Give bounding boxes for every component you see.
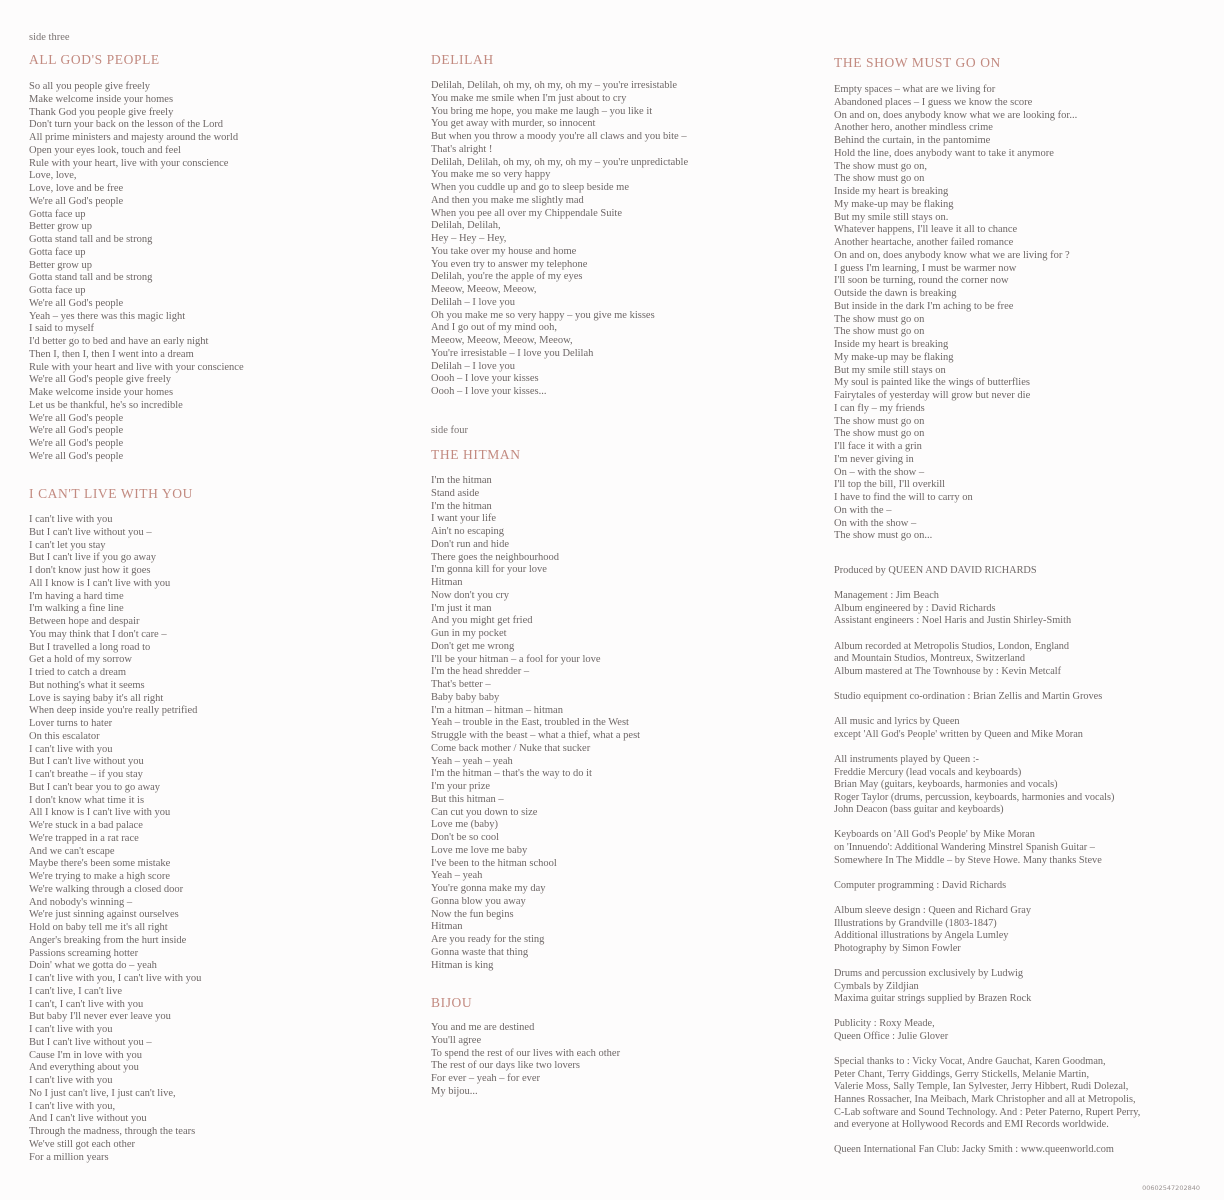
- lyric-line: Gonna waste that thing: [431, 946, 529, 958]
- credit-line: Cymbals by Zildjian: [834, 980, 919, 992]
- credit-line: and Mountain Studios, Montreux, Switzerland: [834, 653, 1026, 665]
- lyric-line: I'm walking a fine line: [29, 603, 124, 615]
- lyric-line: We're trying to make a high score: [29, 871, 170, 882]
- lyric-line: I'm just it man: [431, 602, 492, 614]
- credit-paragraph: [834, 754, 1140, 817]
- credit-line: C-Lab software and Sound Technology. And : Peter Paterno, Rupert Perry,: [834, 1106, 1141, 1118]
- lyric-line: Love me love me baby: [431, 844, 528, 856]
- credit-line: Somewhere In The Middle – by Steve Howe. Many thanks Steve: [834, 854, 1102, 866]
- lyric-line: Between hope and despair: [29, 616, 140, 627]
- lyric-line: I can't breathe – if you stay: [29, 769, 143, 780]
- lyric-line: I don't know just how it goes: [29, 565, 151, 576]
- song-title-bijou: BIJOU: [431, 995, 473, 1010]
- lyric-line: I can't live with you, I can't live with you: [29, 973, 202, 984]
- credit-line: Maxima guitar strings supplied by Brazen Rock: [834, 993, 1032, 1005]
- lyric-line: On – with the show –: [834, 466, 925, 478]
- lyric-line: You and me are destined: [431, 1022, 535, 1033]
- lyric-line: You make me smile when I'm just about to cry: [431, 92, 627, 104]
- lyric-line: I can't live with you: [29, 514, 113, 525]
- credit-line: Freddie Mercury (lead vocals and keyboards): [834, 766, 1022, 778]
- lyric-line: But my smile still stays on.: [834, 211, 949, 223]
- lyric-line: Love, love,: [29, 170, 77, 182]
- credit-line: Roger Taylor (drums, percussion, keyboards, harmonies and vocals): [834, 791, 1115, 803]
- credit-line: Studio equipment co-ordination : Brian Zellis and Martin Groves: [834, 690, 1103, 702]
- lyric-line: And nobody's winning –: [29, 896, 133, 908]
- lyric-line: Gun in my pocket: [431, 628, 507, 639]
- credit-line: All instruments played by Queen :-: [834, 753, 979, 765]
- lyric-line: Now don't you cry: [431, 589, 510, 601]
- lyric-line: Doin' what we gotta do – yeah: [29, 960, 157, 972]
- lyric-line: Oh you make me so very happy – you give me kisses: [431, 309, 655, 321]
- lyric-line: I'm your prize: [431, 781, 491, 792]
- lyric-line: Meeow, Meeow, Meeow,: [431, 284, 537, 295]
- lyric-line: Rule with your heart and live with your conscience: [29, 361, 244, 373]
- lyric-line: When you cuddle up and go to sleep beside me: [431, 182, 629, 193]
- lyric-line: Passions screaming hotter: [29, 947, 139, 959]
- lyric-line: The show must go on,: [834, 160, 928, 172]
- credit-paragraph: [834, 641, 1140, 679]
- lyric-line: I'm the hitman: [431, 475, 492, 486]
- credit-line: Album engineered by : David Richards: [834, 602, 996, 614]
- lyric-line: We're just sinning against ourselves: [29, 909, 179, 921]
- lyric-line: We're all God's people: [29, 297, 124, 309]
- lyric-line: On with the –: [834, 504, 892, 516]
- lyric-line: Delilah, you're the apple of my eyes: [431, 271, 583, 283]
- lyric-line: The rest of our days like two lovers: [431, 1060, 581, 1072]
- lyric-line: I can't live, I can't live: [29, 985, 122, 997]
- lyric-line: I have to find the will to carry on: [834, 492, 973, 503]
- lyric-line: You bring me hope, you make me laugh – you like it: [431, 105, 653, 117]
- song-title-all-gods-people: ALL GOD'S PEOPLE: [29, 52, 160, 67]
- lyric-line: But nothing's what it seems: [29, 679, 145, 691]
- lyric-line: The show must go on: [834, 326, 925, 338]
- lyric-line: That's better –: [431, 679, 491, 690]
- lyric-line: I'm having a hard time: [29, 590, 124, 602]
- lyric-line: Lover turns to hater: [29, 718, 113, 729]
- lyric-line: I'll face it with a grin: [834, 441, 922, 452]
- lyric-line: All prime ministers and majesty around the world: [29, 132, 239, 143]
- credit-line: Queen Office : Julie Glover: [834, 1030, 949, 1042]
- lyric-line: Rule with your heart, live with your conscience: [29, 157, 229, 169]
- lyric-line: On and on, does anybody know what we are looking for...: [834, 109, 1078, 121]
- lyric-line: Hitman: [431, 577, 463, 588]
- lyric-line: You even try to answer my telephone: [431, 258, 588, 270]
- song-title-the-show-must-go-on: THE SHOW MUST GO ON: [834, 55, 1001, 70]
- lyric-line: Yeah – trouble in the East, troubled in the West: [431, 717, 629, 729]
- credit-line: and everyone at Hollywood Records and EMI Records worldwide.: [834, 1119, 1109, 1131]
- credit-paragraph: [834, 968, 1140, 1006]
- lyric-line: Can cut you down to size: [431, 806, 538, 818]
- lyric-line: Whatever happens, I'll leave it all to chance: [834, 224, 1018, 236]
- lyric-line: My soul is painted like the wings of butterflies: [834, 377, 1030, 389]
- lyric-line: And you might get fried: [431, 615, 533, 627]
- lyric-line: But I can't bear you to go away: [29, 781, 161, 793]
- credit-paragraph: [834, 716, 1140, 741]
- lyric-line: When you pee all over my Chippendale Suite: [431, 207, 622, 219]
- lyric-line: The show must go on: [834, 415, 925, 427]
- lyric-line: Maybe there's been some mistake: [29, 858, 171, 870]
- lyric-line: I don't know what time it is: [29, 794, 145, 806]
- lyric-line: Thank God you people give freely: [29, 106, 174, 118]
- lyrics-i-cant-live-with-you: [29, 514, 201, 1164]
- lyric-line: I'll soon be turning, round the corner now: [834, 275, 1009, 287]
- credit-paragraph: [834, 1018, 1140, 1043]
- credit-line: Brian May (guitars, keyboards, harmonies and vocals): [834, 779, 1058, 791]
- lyric-line: On this escalator: [29, 730, 100, 742]
- lyric-line: To spend the rest of our lives with each other: [431, 1047, 621, 1059]
- credit-line: Drums and percussion exclusively by Ludwig: [834, 968, 1024, 979]
- lyric-line: And I can't live without you: [29, 1113, 147, 1125]
- song-title-delilah: DELILAH: [431, 52, 494, 67]
- lyric-line: Gotta face up: [29, 246, 86, 258]
- lyric-line: Better grow up: [29, 259, 92, 271]
- lyric-line: Gotta stand tall and be strong: [29, 234, 153, 245]
- lyric-line: Don't turn your back on the lesson of the Lord: [29, 119, 224, 131]
- credit-paragraph: [834, 1144, 1140, 1157]
- lyric-line: We're all God's people: [29, 195, 124, 207]
- lyric-line: I want your life: [431, 513, 497, 525]
- credit-line: Illustrations by Grandville (1803-1847): [834, 917, 997, 929]
- credit-line: Special thanks to : Vicky Vocat, Andre Gauchat, Karen Goodman,: [834, 1056, 1106, 1068]
- lyric-line: All I know is I can't live with you: [29, 577, 171, 589]
- credit-line: Produced by QUEEN AND DAVID RICHARDS: [834, 565, 1037, 576]
- credit-line: Additional illustrations by Angela Lumley: [834, 930, 1009, 942]
- lyric-line: I'm never giving in: [834, 453, 914, 465]
- credit-line: John Deacon (bass guitar and keyboards): [834, 804, 1004, 816]
- lyric-line: Delilah, Delilah, oh my, oh my, oh my – you're unpredictable: [431, 156, 689, 168]
- lyric-line: But I can't live without you –: [29, 526, 152, 538]
- lyric-line: All I know is I can't live with you: [29, 807, 171, 819]
- lyric-line: No I just can't live, I just can't live,: [29, 1087, 176, 1099]
- lyric-line: Love, love and be free: [29, 183, 124, 194]
- lyric-line: Baby baby baby: [431, 691, 500, 703]
- catalog-number: 00602547202840: [1142, 1184, 1200, 1192]
- lyric-line: I'll top the bill, I'll overkill: [834, 479, 946, 491]
- side-four-label: side four: [431, 425, 469, 436]
- lyric-line: Another heartache, another failed romance: [834, 237, 1014, 248]
- lyric-line: I'm a hitman – hitman – hitman: [431, 704, 563, 716]
- lyric-line: I'm gonna kill for your love: [431, 564, 547, 576]
- lyric-line: The show must go on: [834, 313, 925, 325]
- lyrics-all-gods-people: [29, 81, 244, 464]
- credit-line: Album mastered at The Townhouse by : Kevin Metcalf: [834, 665, 1062, 677]
- lyric-line: I can't live with you: [29, 743, 113, 755]
- lyric-line: Yeah – yeah – yeah: [431, 755, 513, 767]
- credit-paragraph: [834, 880, 1140, 893]
- lyric-line: Make welcome inside your homes: [29, 387, 174, 398]
- lyric-line: Meeow, Meeow, Meeow, Meeow,: [431, 335, 573, 346]
- lyric-line: I guess I'm learning, I must be warmer now: [834, 262, 1017, 274]
- lyric-line: I said to myself: [29, 323, 95, 335]
- credit-line: except 'All God's People' written by Queen and Mike Moran: [834, 728, 1083, 740]
- credit-line: Management : Jim Beach: [834, 590, 939, 602]
- lyric-line: And everything about you: [29, 1062, 139, 1074]
- lyric-line: Let us be thankful, he's so incredible: [29, 399, 183, 411]
- lyric-line: You make me so very happy: [431, 169, 551, 181]
- lyric-line: We're all God's people: [29, 425, 124, 437]
- lyric-line: I'm the head shredder –: [431, 666, 530, 678]
- lyric-line: But this hitman –: [431, 793, 504, 805]
- lyric-line: Make welcome inside your homes: [29, 93, 174, 105]
- lyric-line: Through the madness, through the tears: [29, 1126, 196, 1137]
- lyrics-bijou: [431, 1022, 620, 1099]
- lyric-line: But when you throw a moody you're all claws and you bite –: [431, 131, 687, 142]
- lyric-line: But my smile still stays on: [834, 364, 946, 376]
- lyric-line: I'm the hitman – that's the way to do it: [431, 768, 592, 780]
- lyric-line: We're walking through a closed door: [29, 883, 184, 895]
- lyric-line: I tried to catch a dream: [29, 667, 127, 678]
- lyric-line: Abandoned places – I guess we know the score: [834, 96, 1033, 108]
- lyric-line: For ever – yeah – for ever: [431, 1073, 541, 1084]
- lyric-line: We're trapped in a rat race: [29, 832, 139, 844]
- credit-line: Publicity : Roxy Meade,: [834, 1018, 935, 1030]
- lyric-line: Don't be so cool: [431, 832, 500, 843]
- lyric-line: My make-up may be flaking: [834, 198, 954, 210]
- lyric-line: And I go out of my mind ooh,: [431, 322, 557, 334]
- lyric-line: But I travelled a long road to: [29, 641, 151, 653]
- lyric-line: Anger's breaking from the hurt inside: [29, 934, 187, 946]
- lyric-line: Hold the line, does anybody want to take it anymore: [834, 147, 1054, 159]
- lyric-line: I can fly – my friends: [834, 402, 925, 414]
- credit-paragraph: [834, 691, 1140, 704]
- lyric-line: Inside my heart is breaking: [834, 339, 949, 350]
- lyric-line: You're gonna make my day: [431, 883, 546, 894]
- credit-paragraph: [834, 1056, 1140, 1132]
- credit-line: Photography by Simon Fowler: [834, 942, 961, 954]
- lyric-line: On with the show –: [834, 517, 917, 529]
- credit-line: Hannes Rossacher, Ina Meibach, Mark Christopher and all at Metropolis,: [834, 1093, 1136, 1105]
- lyric-line: You take over my house and home: [431, 245, 577, 257]
- lyric-line: Yeah – yeah: [431, 870, 483, 882]
- lyric-line: Delilah – I love you: [431, 296, 515, 308]
- lyric-line: Cause I'm in love with you: [29, 1049, 143, 1061]
- lyric-line: And then you make me slightly mad: [431, 194, 584, 206]
- lyric-line: The show must go on: [834, 173, 925, 185]
- lyric-line: I'll be your hitman – a fool for your love: [431, 653, 601, 665]
- lyric-line: Better grow up: [29, 221, 92, 233]
- lyric-line: Ain't no escaping: [431, 526, 505, 537]
- lyric-line: Stand aside: [431, 487, 480, 499]
- lyric-line: Inside my heart is breaking: [834, 186, 949, 197]
- song-title-the-hitman: THE HITMAN: [431, 447, 521, 462]
- lyric-line: Now the fun begins: [431, 908, 514, 920]
- credit-line: Computer programming : David Richards: [834, 879, 1007, 891]
- lyric-line: I've been to the hitman school: [431, 857, 557, 869]
- lyric-line: Behind the curtain, in the pantomime: [834, 135, 991, 146]
- lyric-line: Don't get me wrong: [431, 640, 515, 652]
- lyric-line: There goes the neighbourhood: [431, 551, 560, 563]
- credit-line: Album recorded at Metropolis Studios, London, England: [834, 640, 1070, 652]
- lyric-line: I'd better go to bed and have an early night: [29, 336, 209, 347]
- lyric-line: We're all God's people: [29, 450, 124, 462]
- lyric-line: So all you people give freely: [29, 81, 151, 92]
- lyric-line: And we can't escape: [29, 845, 115, 857]
- lyric-line: Struggle with the beast – what a thief, what a pest: [431, 730, 641, 741]
- credit-line: Queen International Fan Club: Jacky Smith : www.queenworld.com: [834, 1144, 1114, 1156]
- lyric-line: We're all God's people: [29, 412, 124, 424]
- lyric-line: I can't live with you: [29, 1024, 113, 1035]
- credit-paragraph: [834, 905, 1140, 955]
- lyric-line: The show must go on...: [834, 530, 933, 542]
- lyric-line: Yeah – yes there was this magic light: [29, 310, 186, 322]
- lyric-line: When deep inside you're really petrified: [29, 705, 198, 717]
- lyric-line: Outside the dawn is breaking: [834, 288, 957, 299]
- lyric-line: Then I, then I, then I went into a dream: [29, 348, 194, 360]
- lyric-line: Oooh – I love your kisses: [431, 373, 539, 385]
- lyric-line: Gotta stand tall and be strong: [29, 272, 153, 284]
- credit-line: Keyboards on 'All God's People' by Mike Moran: [834, 829, 1035, 841]
- lyric-line: Hold on baby tell me it's all right: [29, 922, 168, 933]
- lyric-line: Gotta face up: [29, 285, 86, 296]
- credit-line: on 'Innuendo': Additional Wandering Minstrel Spanish Guitar –: [834, 842, 1095, 854]
- lyric-line: Love me (baby): [431, 819, 499, 831]
- lyric-line: The show must go on: [834, 428, 925, 440]
- lyric-line: But baby I'll never ever leave you: [29, 1011, 171, 1023]
- lyric-line: Gotta face up: [29, 208, 86, 220]
- lyric-line: I can't let you stay: [29, 539, 106, 551]
- lyric-line: Delilah, Delilah, oh my, oh my, oh my – you're irresistable: [431, 80, 678, 91]
- lyric-line: Gonna blow you away: [431, 895, 526, 907]
- lyric-line: Delilah – I love you: [431, 360, 515, 372]
- lyrics-delilah: [431, 80, 688, 399]
- lyric-line: You get away with murder, so innocent: [431, 118, 596, 130]
- lyric-line: I can't live with you: [29, 1075, 113, 1086]
- lyric-line: Love is saying baby it's all right: [29, 692, 164, 704]
- lyric-line: Another hero, another mindless crime: [834, 122, 993, 134]
- lyric-line: But I can't live without you –: [29, 1036, 152, 1048]
- lyric-line: Delilah, Delilah,: [431, 220, 501, 232]
- lyric-line: We're stuck in a bad palace: [29, 820, 143, 831]
- lyric-line: Don't run and hide: [431, 538, 510, 550]
- credit-line: Peter Chant, Terry Giddings, Gerry Stickells, Melanie Martin,: [834, 1068, 1090, 1080]
- lyric-line: We're all God's people give freely: [29, 374, 172, 386]
- lyric-line: My bijou...: [431, 1085, 478, 1097]
- song-title-i-cant-live-with-you: I CAN'T LIVE WITH YOU: [29, 486, 194, 501]
- lyric-line: That's alright !: [431, 143, 493, 155]
- lyric-line: I'm the hitman: [431, 500, 492, 512]
- lyric-line: Get a hold of my sorrow: [29, 654, 132, 666]
- album-credits: [834, 565, 1140, 1170]
- lyric-line: Are you ready for the sting: [431, 934, 545, 945]
- credit-line: Assistant engineers : Noel Haris and Justin Shirley-Smith: [834, 615, 1072, 627]
- lyrics-the-show-must-go-on: [834, 84, 1077, 543]
- lyric-line: But I can't live without you: [29, 756, 144, 768]
- lyric-line: You're irresistable – I love you Delilah: [431, 347, 594, 359]
- lyric-line: Come back mother / Nuke that sucker: [431, 742, 591, 754]
- credit-line: All music and lyrics by Queen: [834, 716, 960, 728]
- lyrics-the-hitman: [431, 475, 640, 972]
- credit-paragraph: [834, 565, 1140, 578]
- lyric-line: But I can't live if you go away: [29, 552, 156, 564]
- lyric-line: Hitman is king: [431, 959, 494, 971]
- credit-paragraph: [834, 829, 1140, 867]
- lyric-line: Hey – Hey – Hey,: [431, 233, 507, 244]
- lyric-line: Oooh – I love your kisses...: [431, 386, 547, 397]
- credit-paragraph: [834, 590, 1140, 628]
- lyric-line: You'll agree: [431, 1034, 482, 1046]
- lyric-line: I can't, I can't live with you: [29, 998, 144, 1010]
- lyric-line: I can't live with you,: [29, 1100, 116, 1112]
- credit-line: Valerie Moss, Sally Temple, Ian Sylvester, Jerry Hibbert, Rudi Dolezal,: [834, 1081, 1129, 1093]
- lyric-line: On and on, does anybody know what we are living for ?: [834, 249, 1070, 261]
- lyric-line: For a million years: [29, 1151, 109, 1163]
- lyric-line: Open your eyes look, touch and feel: [29, 144, 181, 156]
- lyric-line: Hitman: [431, 921, 463, 933]
- lyric-line: We're all God's people: [29, 438, 124, 449]
- credit-line: Album sleeve design : Queen and Richard Gray: [834, 905, 1032, 917]
- lyric-line: But inside in the dark I'm aching to be free: [834, 300, 1014, 312]
- lyric-line: We've still got each other: [29, 1138, 136, 1150]
- lyric-line: Empty spaces – what are we living for: [834, 84, 996, 95]
- lyric-line: You may think that I don't care –: [29, 628, 167, 640]
- lyric-line: Fairytales of yesterday will grow but never die: [834, 390, 1031, 401]
- lyric-line: My make-up may be flaking: [834, 351, 954, 363]
- side-three-label: side three: [29, 32, 70, 43]
